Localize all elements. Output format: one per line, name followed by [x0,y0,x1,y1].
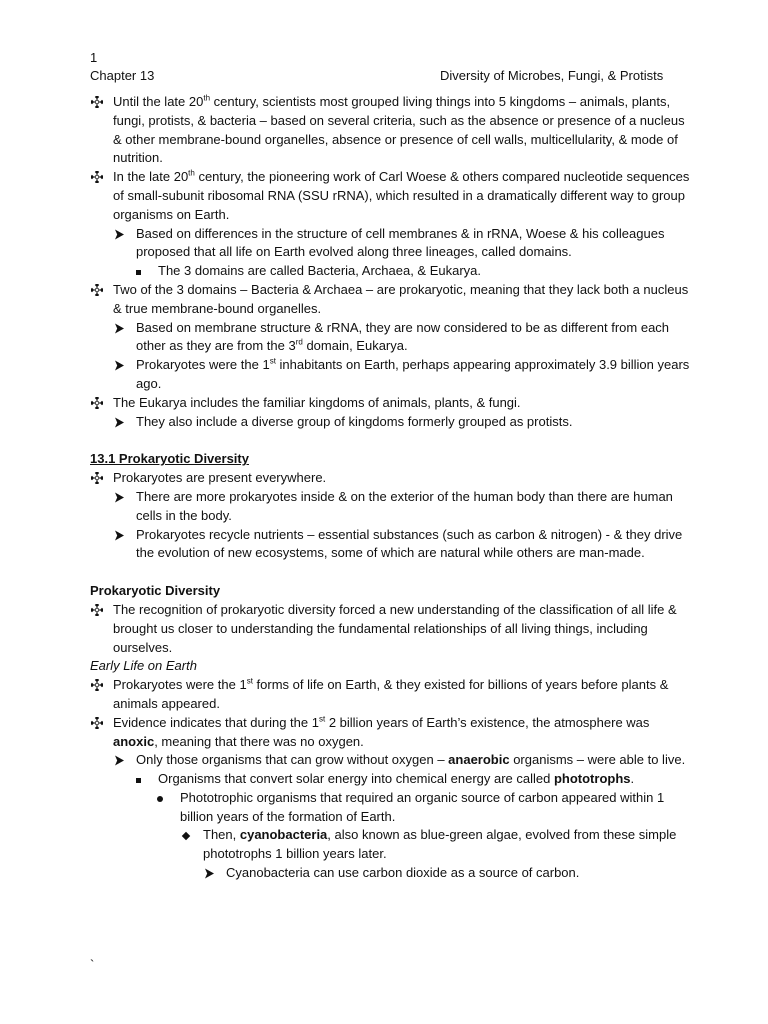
list-item [90,319,690,357]
list-item [90,770,690,789]
square-bullet-icon [136,770,141,789]
list-item [90,168,690,224]
list-item [90,714,690,752]
diamond-bullet-icon [91,676,103,691]
spacer [90,563,690,582]
list-item [90,93,690,168]
list-item-text: They also include a diverse group of kingdoms formerly grouped as protists. [136,413,573,429]
list-item [90,469,690,488]
list-item-text: Prokaryotes are present everywhere. [113,470,327,486]
chapter-label: Chapter 13 [90,68,155,83]
list-item [90,394,690,413]
list-item-text: Evidence indicates that during the 1st 2 billion years of Earth’s existence, the atmosphere was anoxic, meaning that there was no oxygen. [113,714,650,749]
list-item-text: Prokaryotes were the 1st forms of life on Earth, & they existed for billions of years before plants & animals appeared. [113,676,669,711]
section-heading: Prokaryotic Diversity [90,583,221,599]
list-item-text: Prokaryotes were the 1st inhabitants on Earth, perhaps appearing approximately 3.9 billion years ago. [136,356,690,391]
arrow-bullet-icon [114,751,125,766]
list-item [90,526,690,564]
chapter-title: Diversity of Microbes, Fungi, & Protists [440,68,664,83]
list-item-text: Until the late 20th century, scientists most grouped living things into 5 kingdoms – animals, plants, fungi, protists, & bacteria – based on several criteria, such as the absence or presence of a nucleus & other membrane-bound organelles, absence or presence of cell walls, multicellularity, & mode of nutrition. [113,93,685,166]
list-item [90,789,690,827]
list-item-text: Phototrophic organisms that required an organic source of carbon appeared within 1 billion years of the formation of Earth. [180,789,665,824]
list-item-text: The recognition of prokaryotic diversity forced a new understanding of the classification of all life & brought us closer to understanding the fundamental relationships of all living things, including ourselves. [113,601,677,655]
subsection-heading: Early Life on Earth [90,658,197,674]
list-item [90,826,690,864]
list-item-text: Prokaryotes recycle nutrients – essential substances (such as carbon & nitrogen) - & they drive the evolution of new ecosystems, some of which are natural while others are man-made. [136,526,683,561]
page-number: 1 [90,50,98,65]
arrow-bullet-icon [114,526,125,541]
diamond-bullet-icon [91,93,103,108]
list-item-text: The Eukarya includes the familiar kingdoms of animals, plants, & fungi. [113,394,521,410]
spacer [90,431,690,450]
diamond-bullet-icon [91,281,103,296]
document-body [90,93,690,883]
list-item-text: In the late 20th century, the pioneering work of Carl Woese & others compared nucleotide sequences of small-subunit ribosomal RNA (SSU rRNA), which resulted in a dramatically different way to group organisms on Earth. [113,168,690,222]
diamond-bullet-icon [91,394,103,409]
list-item [90,488,690,526]
arrow-bullet-icon [114,319,125,334]
section-heading: 13.1 Prokaryotic Diversity [90,451,249,467]
diamond-bullet-icon [91,714,103,729]
list-item-text: Two of the 3 domains – Bacteria & Archaea – are prokaryotic, meaning that they lack both a nucleus & true membrane-bound organelles. [113,281,689,316]
list-item-text: Based on membrane structure & rRNA, they are now considered to be as different from each other as they are from the 3rd domain, Eukarya. [136,319,670,354]
diamond-bullet-icon [91,601,103,616]
list-item [90,751,690,770]
arrow-bullet-icon [114,413,125,428]
list-item [90,676,690,714]
arrow-bullet-icon [114,488,125,503]
list-item-text: Only those organisms that can grow without oxygen – anaerobic organisms – were able to live. [136,752,686,768]
diamond-bullet-icon [91,469,103,484]
diamond-bullet-icon [91,168,103,183]
arrow-bullet-icon [114,356,125,371]
list-item-text: Based on differences in the structure of cell membranes & in rRNA, Woese & his colleagues proposed that all life on Earth evolved along three lineages, called domains. [136,225,665,260]
list-item [90,601,690,657]
arrow-bullet-icon [204,864,215,879]
footer-mark: ` [90,957,95,972]
list-item [90,413,690,432]
dot-bullet-icon [157,789,163,808]
list-item [90,356,690,394]
square-bullet-icon [136,262,141,281]
arrow-bullet-icon [114,225,125,240]
list-item-text: There are more prokaryotes inside & on the exterior of the human body than there are human cells in the body. [136,488,673,523]
list-item [90,225,690,263]
list-item-text: Cyanobacteria can use carbon dioxide as a source of carbon. [226,865,580,881]
list-item [90,281,690,319]
list-item-text: The 3 domains are called Bacteria, Archaea, & Eukarya. [158,263,482,279]
list-item [90,262,690,281]
small-diamond-bullet-icon [182,826,189,845]
list-item [90,864,690,883]
list-item-text: Then, cyanobacteria, also known as blue-green algae, evolved from these simple phototrophs 1 billion years later. [203,827,677,862]
list-item-text: Organisms that convert solar energy into chemical energy are called phototrophs. [158,771,635,787]
